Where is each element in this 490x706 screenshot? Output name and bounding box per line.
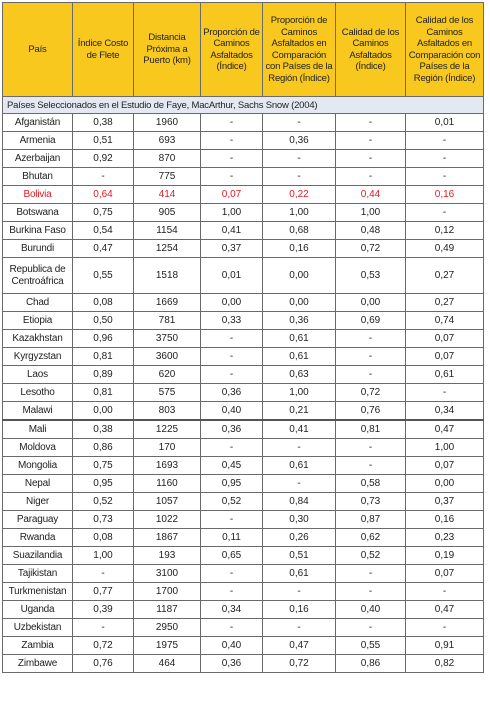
cell-paved-quality-regional: 0,00 [406,475,484,493]
cell-freight-cost-index: 0,50 [73,312,134,330]
cell-paved-quality: 0,53 [336,258,406,294]
header-paved-roads-share: Proporción de Caminos Asfaltados (Índice) [201,3,263,97]
cell-paved-quality-regional: - [406,583,484,601]
cell-paved-quality: - [336,348,406,366]
table-row [3,222,484,240]
header-paved-roads-quality-regional: Calidad de los Caminos Asfaltados en Comparación con Países de la Región (Índice) [406,3,484,97]
cell-port-distance: 3100 [134,565,201,583]
cell-freight-cost-index: 0,64 [73,186,134,204]
table-row [3,114,484,132]
cell-port-distance: 1187 [134,601,201,619]
cell-freight-cost-index: 0,72 [73,637,134,655]
cell-port-distance: 464 [134,655,201,673]
cell-country: Malawi [3,402,73,421]
cell-freight-cost-index: 0,38 [73,420,134,439]
cell-freight-cost-index: 0,00 [73,402,134,421]
cell-paved-quality-regional: 0,91 [406,637,484,655]
cell-freight-cost-index: 0,96 [73,330,134,348]
table-row [3,583,484,601]
cell-port-distance: 1669 [134,294,201,312]
cell-paved-share: - [201,439,263,457]
cell-paved-share: - [201,132,263,150]
cell-freight-cost-index: 0,92 [73,150,134,168]
cell-paved-share: 0,45 [201,457,263,475]
cell-paved-share-regional: 0,63 [263,366,336,384]
cell-paved-quality-regional: 0,07 [406,457,484,475]
table-row [3,493,484,511]
cell-country: Bolivia [3,186,73,204]
cell-port-distance: 1975 [134,637,201,655]
cell-paved-share: - [201,565,263,583]
section-row [3,97,484,114]
cell-paved-share-regional: 0,72 [263,655,336,673]
cell-port-distance: 1057 [134,493,201,511]
table-row [3,565,484,583]
cell-paved-share: 1,00 [201,204,263,222]
cell-paved-quality-regional: - [406,619,484,637]
table-row [3,168,484,186]
cell-paved-quality: 0,76 [336,402,406,421]
cell-paved-share-regional: 0,16 [263,601,336,619]
cell-paved-share: 0,07 [201,186,263,204]
cell-port-distance: 170 [134,439,201,457]
cell-paved-share-regional: 0,36 [263,312,336,330]
cell-freight-cost-index: - [73,565,134,583]
cell-paved-share-regional: 0,47 [263,637,336,655]
cell-paved-quality-regional: 0,16 [406,186,484,204]
cell-paved-quality-regional: - [406,384,484,402]
cell-paved-share: 0,36 [201,420,263,439]
table-row [3,366,484,384]
cell-paved-share: 0,41 [201,222,263,240]
cell-paved-quality-regional: 0,19 [406,547,484,565]
cell-freight-cost-index: 0,08 [73,529,134,547]
cell-paved-share-regional: - [263,439,336,457]
cell-country: Bhutan [3,168,73,186]
cell-paved-quality: 0,73 [336,493,406,511]
cell-freight-cost-index: 0,51 [73,132,134,150]
cell-paved-share: - [201,619,263,637]
cell-paved-share-regional: 0,26 [263,529,336,547]
cell-paved-share: 0,33 [201,312,263,330]
cell-paved-share-regional: 0,61 [263,565,336,583]
cell-port-distance: 1693 [134,457,201,475]
cell-paved-share: 0,52 [201,493,263,511]
cell-paved-quality-regional: 0,82 [406,655,484,673]
cell-paved-quality: 0,40 [336,601,406,619]
cell-freight-cost-index: - [73,619,134,637]
cell-port-distance: 3600 [134,348,201,366]
cell-paved-share-regional: 0,30 [263,511,336,529]
cell-paved-quality: 1,00 [336,204,406,222]
cell-port-distance: 1154 [134,222,201,240]
cell-paved-quality: - [336,330,406,348]
table-row [3,294,484,312]
cell-paved-share-regional: - [263,619,336,637]
cell-freight-cost-index: 0,95 [73,475,134,493]
cell-freight-cost-index: 0,89 [73,366,134,384]
cell-port-distance: 870 [134,150,201,168]
cell-paved-quality: - [336,583,406,601]
table-row [3,348,484,366]
cell-paved-quality-regional: - [406,150,484,168]
table-row [3,384,484,402]
cell-country: Burkina Faso [3,222,73,240]
cell-paved-share-regional: 0,61 [263,330,336,348]
header-country: País [3,3,73,97]
cell-paved-quality-regional: 0,23 [406,529,484,547]
cell-paved-share: 0,36 [201,655,263,673]
cell-paved-quality-regional: 0,27 [406,294,484,312]
cell-freight-cost-index: 0,55 [73,258,134,294]
cell-paved-quality: - [336,439,406,457]
cell-paved-quality-regional: 0,74 [406,312,484,330]
cell-port-distance: 3750 [134,330,201,348]
cell-paved-quality: 0,52 [336,547,406,565]
cell-freight-cost-index: 0,52 [73,493,134,511]
cell-country: Mali [3,420,73,439]
cell-paved-quality: - [336,457,406,475]
table-row [3,439,484,457]
cell-country: Azerbaijan [3,150,73,168]
cell-paved-quality-regional: 0,16 [406,511,484,529]
cell-paved-share: 0,00 [201,294,263,312]
cell-paved-share-regional: 0,22 [263,186,336,204]
table-row [3,511,484,529]
cell-country: Lesotho [3,384,73,402]
cell-country: Moldova [3,439,73,457]
cell-country: Paraguay [3,511,73,529]
cell-country: Republica de Centroáfrica [3,258,73,294]
cell-paved-quality-regional: 0,37 [406,493,484,511]
cell-paved-quality: 0,44 [336,186,406,204]
cell-country: Niger [3,493,73,511]
cell-paved-quality-regional: 0,07 [406,348,484,366]
cell-port-distance: 781 [134,312,201,330]
cell-paved-quality: 0,00 [336,294,406,312]
cell-country: Kazakhstan [3,330,73,348]
table-row [3,529,484,547]
cell-freight-cost-index: 0,77 [73,583,134,601]
cell-port-distance: 1160 [134,475,201,493]
cell-paved-share-regional: 1,00 [263,384,336,402]
table-row [3,258,484,294]
cell-paved-quality-regional: - [406,168,484,186]
cell-port-distance: 905 [134,204,201,222]
cell-paved-quality-regional: - [406,204,484,222]
cell-country: Botswana [3,204,73,222]
cell-paved-share: 0,40 [201,402,263,421]
cell-paved-share-regional: 0,61 [263,348,336,366]
cell-paved-quality-regional: - [406,132,484,150]
cell-paved-share: - [201,114,263,132]
header-row [3,3,484,97]
cell-paved-share-regional: - [263,114,336,132]
cell-paved-quality: - [336,114,406,132]
cell-paved-share-regional: - [263,150,336,168]
cell-paved-quality-regional: 0,34 [406,402,484,421]
table-row [3,547,484,565]
cell-paved-share: - [201,150,263,168]
cell-country: Burundi [3,240,73,258]
cell-freight-cost-index: 0,75 [73,204,134,222]
cell-port-distance: 693 [134,132,201,150]
cell-paved-share-regional: 0,51 [263,547,336,565]
cell-country: Etiopia [3,312,73,330]
cell-paved-quality: - [336,168,406,186]
cell-paved-quality: 0,87 [336,511,406,529]
header-port-distance: Distancia Próxima a Puerto (km) [134,3,201,97]
cell-freight-cost-index: 0,54 [73,222,134,240]
cell-country: Zambia [3,637,73,655]
header-paved-roads-share-regional: Proporción de Caminos Asfaltados en Comparación con Países de la Región (Índice) [263,3,336,97]
cell-paved-share-regional: 0,16 [263,240,336,258]
cell-country: Laos [3,366,73,384]
cell-freight-cost-index: 0,08 [73,294,134,312]
cell-freight-cost-index: 0,75 [73,457,134,475]
cell-paved-quality: - [336,132,406,150]
cell-freight-cost-index: 0,38 [73,114,134,132]
cell-paved-quality: - [336,366,406,384]
cell-paved-share-regional: 0,68 [263,222,336,240]
cell-freight-cost-index: 0,81 [73,348,134,366]
cell-paved-share: - [201,366,263,384]
cell-port-distance: 2950 [134,619,201,637]
cell-paved-share: 0,37 [201,240,263,258]
table-row [3,637,484,655]
cell-country: Uzbekistan [3,619,73,637]
cell-paved-share: 0,34 [201,601,263,619]
freight-data-table [2,2,484,673]
header-paved-roads-quality: Calidad de los Caminos Asfaltados (Índice) [336,3,406,97]
cell-paved-quality-regional: 0,12 [406,222,484,240]
cell-paved-share-regional: 0,00 [263,258,336,294]
cell-paved-quality-regional: 0,49 [406,240,484,258]
table-row [3,330,484,348]
cell-paved-quality: 0,69 [336,312,406,330]
cell-freight-cost-index: - [73,168,134,186]
cell-port-distance: 803 [134,402,201,421]
cell-port-distance: 414 [134,186,201,204]
cell-freight-cost-index: 0,73 [73,511,134,529]
cell-paved-share-regional: 0,21 [263,402,336,421]
cell-paved-share-regional: - [263,583,336,601]
cell-paved-quality: 0,81 [336,420,406,439]
cell-paved-quality: 0,86 [336,655,406,673]
cell-paved-share-regional: 0,61 [263,457,336,475]
cell-freight-cost-index: 0,76 [73,655,134,673]
cell-country: Turkmenistan [3,583,73,601]
cell-country: Uganda [3,601,73,619]
cell-country: Rwanda [3,529,73,547]
table-row [3,240,484,258]
cell-paved-quality: - [336,150,406,168]
cell-paved-share: - [201,511,263,529]
table-row [3,457,484,475]
cell-country: Afganistán [3,114,73,132]
cell-paved-share: - [201,348,263,366]
table-row [3,402,484,421]
cell-paved-quality: - [336,565,406,583]
cell-paved-quality: - [336,619,406,637]
cell-paved-share-regional: 0,84 [263,493,336,511]
cell-port-distance: 1254 [134,240,201,258]
cell-country: Suazilandia [3,547,73,565]
cell-paved-share: 0,11 [201,529,263,547]
cell-paved-quality-regional: 0,27 [406,258,484,294]
cell-paved-quality-regional: 0,01 [406,114,484,132]
cell-freight-cost-index: 0,47 [73,240,134,258]
cell-paved-quality-regional: 0,07 [406,330,484,348]
cell-paved-share-regional: 1,00 [263,204,336,222]
cell-paved-quality: 0,48 [336,222,406,240]
cell-country: Nepal [3,475,73,493]
cell-port-distance: 775 [134,168,201,186]
cell-paved-share-regional: 0,00 [263,294,336,312]
table-row [3,150,484,168]
table-row [3,601,484,619]
cell-paved-quality-regional: 0,47 [406,601,484,619]
cell-paved-quality: 0,72 [336,240,406,258]
cell-paved-quality: 0,55 [336,637,406,655]
cell-paved-quality: 0,72 [336,384,406,402]
cell-country: Kyrgyzstan [3,348,73,366]
cell-paved-quality-regional: 0,07 [406,565,484,583]
cell-country: Chad [3,294,73,312]
cell-paved-share: 0,36 [201,384,263,402]
cell-paved-share: - [201,330,263,348]
header-freight-cost-index: Índice Costo de Flete [73,3,134,97]
cell-freight-cost-index: 0,86 [73,439,134,457]
table-row [3,132,484,150]
cell-port-distance: 1518 [134,258,201,294]
cell-country: Armenia [3,132,73,150]
cell-paved-share: - [201,168,263,186]
cell-port-distance: 620 [134,366,201,384]
cell-port-distance: 1022 [134,511,201,529]
cell-paved-quality-regional: 1,00 [406,439,484,457]
cell-freight-cost-index: 0,39 [73,601,134,619]
table-row [3,204,484,222]
cell-port-distance: 1225 [134,420,201,439]
cell-paved-share: 0,95 [201,475,263,493]
cell-port-distance: 1867 [134,529,201,547]
cell-country: Zimbawe [3,655,73,673]
cell-port-distance: 575 [134,384,201,402]
cell-country: Tajikistan [3,565,73,583]
cell-country: Mongolia [3,457,73,475]
table-row [3,475,484,493]
table-row [3,186,484,204]
cell-freight-cost-index: 1,00 [73,547,134,565]
cell-paved-share: 0,65 [201,547,263,565]
cell-paved-share-regional: 0,36 [263,132,336,150]
cell-paved-share-regional: - [263,475,336,493]
cell-paved-share-regional: - [263,168,336,186]
table-row [3,619,484,637]
cell-paved-quality-regional: 0,47 [406,420,484,439]
cell-paved-share: 0,40 [201,637,263,655]
cell-port-distance: 1700 [134,583,201,601]
cell-port-distance: 1960 [134,114,201,132]
cell-paved-quality: 0,62 [336,529,406,547]
cell-freight-cost-index: 0,81 [73,384,134,402]
table-row [3,420,484,439]
cell-port-distance: 193 [134,547,201,565]
table-row [3,655,484,673]
cell-paved-quality-regional: 0,61 [406,366,484,384]
section-title: Países Seleccionados en el Estudio de Faye, MacArthur, Sachs Snow (2004) [3,97,484,114]
cell-paved-quality: 0,58 [336,475,406,493]
cell-paved-share-regional: 0,41 [263,420,336,439]
table-row [3,312,484,330]
cell-paved-share: - [201,583,263,601]
cell-paved-share: 0,01 [201,258,263,294]
